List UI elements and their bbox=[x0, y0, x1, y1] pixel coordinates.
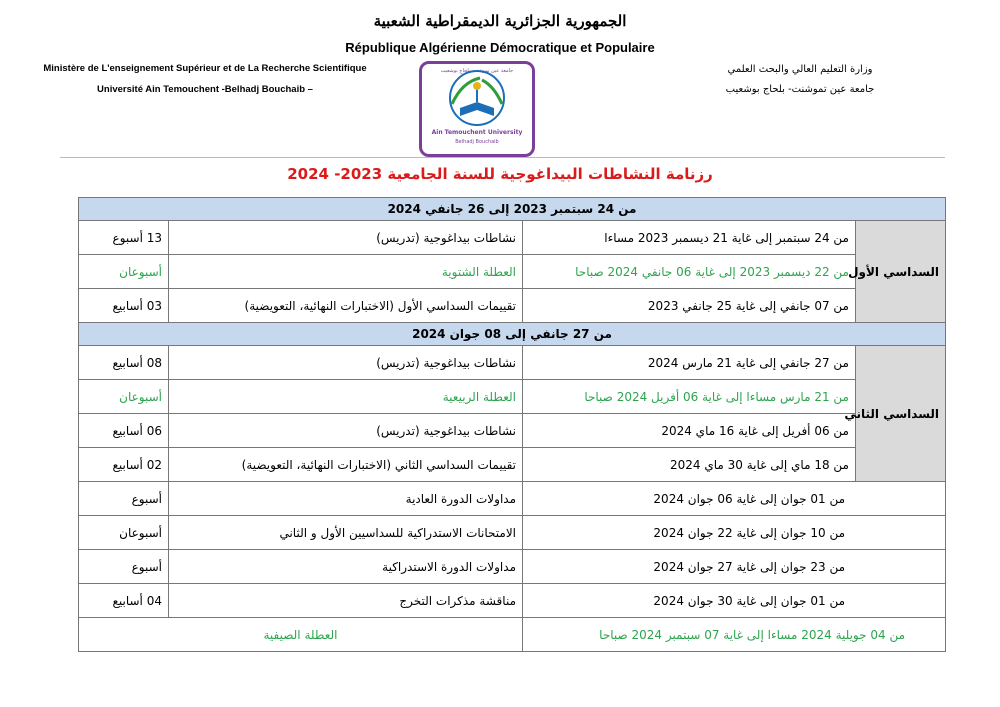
date-cell: من 23 جوان إلى غاية 27 جوان 2024 bbox=[523, 550, 946, 584]
table-row bbox=[79, 584, 946, 618]
header-ministry-fr: Ministère de L'enseignement Supérieur et de La Recherche Scientifique bbox=[43, 63, 367, 74]
table-row bbox=[79, 516, 946, 550]
logo-english-text: Ain Temouchent University bbox=[431, 129, 523, 136]
date-cell: من 21 مارس مساءا إلى غاية 06 أفريل 2024 صباحا bbox=[523, 380, 856, 414]
activity-cell: نشاطات بيداغوجية (تدريس) bbox=[169, 346, 523, 380]
header-university-fr: Université Ain Temouchent -Belhadj Bouchaib – bbox=[97, 84, 313, 95]
logo-subtext: Belhadj Bouchaib bbox=[455, 139, 499, 145]
date-cell: من 10 جوان إلى غاية 22 جوان 2024 bbox=[523, 516, 946, 550]
date-cell: من 01 جوان إلى غاية 30 جوان 2024 bbox=[523, 584, 946, 618]
university-logo bbox=[419, 61, 535, 157]
duration-cell: 08 أسابيع bbox=[79, 346, 169, 380]
activity-cell: العطلة الشتوية bbox=[169, 255, 523, 289]
duration-cell: أسبوع bbox=[79, 550, 169, 584]
header-french-republic: République Algérienne Démocratique et Populaire bbox=[345, 40, 655, 55]
activity-cell: تقييمات السداسي الأول (الاختبارات النهائية، التعويضية) bbox=[169, 289, 523, 323]
duration-cell: أسبوعان bbox=[79, 255, 169, 289]
table-row bbox=[79, 221, 946, 255]
duration-cell: 13 أسبوع bbox=[79, 221, 169, 255]
activity-cell: مناقشة مذكرات التخرج bbox=[169, 584, 523, 618]
semester1-label: السداسي الأول bbox=[856, 221, 946, 323]
header-arabic-republic: الجمهورية الجزائرية الديمقراطية الشعبية bbox=[373, 12, 627, 30]
date-cell: من 22 ديسمبر 2023 إلى غاية 06 جانفي 2024 صباحا bbox=[523, 255, 856, 289]
activity-cell: مداولات الدورة الاستدراكية bbox=[169, 550, 523, 584]
duration-cell: أسبوعان bbox=[79, 516, 169, 550]
activity-cell: الامتحانات الاستدراكية للسداسيين الأول و الثاني bbox=[169, 516, 523, 550]
date-cell: من 27 جانفي إلى غاية 21 مارس 2024 bbox=[523, 346, 856, 380]
duration-cell: 04 أسابيع bbox=[79, 584, 169, 618]
table-row bbox=[79, 414, 946, 448]
duration-cell: 03 أسابيع bbox=[79, 289, 169, 323]
semester1-band: من 24 سبتمبر 2023 إلى 26 جانفي 2024 bbox=[79, 198, 946, 221]
activity-cell: مداولات الدورة العادية bbox=[169, 482, 523, 516]
table-row bbox=[79, 482, 946, 516]
table-row bbox=[79, 289, 946, 323]
calendar-table bbox=[78, 197, 946, 652]
table-row bbox=[79, 448, 946, 482]
calendar-title: رزنامة النشاطات البيداغوجية للسنة الجامعية 2023- 2024 bbox=[287, 165, 713, 183]
summer-date-cell: من 04 جويلية 2024 مساءا إلى غاية 07 سبتمبر 2024 صباحا bbox=[523, 618, 946, 652]
header-divider bbox=[60, 157, 945, 158]
semester2-label: السداسي الثاني bbox=[856, 346, 946, 482]
activity-cell: تقييمات السداسي الثاني (الاختبارات النهائية، التعويضية) bbox=[169, 448, 523, 482]
activity-cell: نشاطات بيداغوجية (تدريس) bbox=[169, 221, 523, 255]
logo-arabic-text: جامعة عين تموشنت بلحاج بوشعيب bbox=[440, 68, 514, 74]
duration-cell: 06 أسابيع bbox=[79, 414, 169, 448]
activity-cell: العطلة الربيعية bbox=[169, 380, 523, 414]
table-row bbox=[79, 550, 946, 584]
activity-cell: نشاطات بيداغوجية (تدريس) bbox=[169, 414, 523, 448]
duration-cell: أسبوع bbox=[79, 482, 169, 516]
date-cell: من 18 ماي إلى غاية 30 ماي 2024 bbox=[523, 448, 856, 482]
date-cell: من 24 سبتمبر إلى غاية 21 ديسمبر 2023 مساءا bbox=[523, 221, 856, 255]
summer-activity-cell: العطلة الصيفية bbox=[79, 618, 523, 652]
semester2-band-row bbox=[79, 323, 946, 346]
summer-row bbox=[79, 618, 946, 652]
table-row bbox=[79, 255, 946, 289]
header-university-ar: جامعة عين تموشنت- بلحاج بوشعيب bbox=[725, 84, 875, 95]
duration-cell: أسبوعان bbox=[79, 380, 169, 414]
date-cell: من 01 جوان إلى غاية 06 جوان 2024 bbox=[523, 482, 946, 516]
semester1-band-row bbox=[79, 198, 946, 221]
date-cell: من 07 جانفي إلى غاية 25 جانفي 2023 bbox=[523, 289, 856, 323]
date-cell: من 06 أفريل إلى غاية 16 ماي 2024 bbox=[523, 414, 856, 448]
duration-cell: 02 أسابيع bbox=[79, 448, 169, 482]
semester2-band: من 27 جانفي إلى 08 جوان 2024 bbox=[79, 323, 946, 346]
table-row bbox=[79, 380, 946, 414]
header-ministry-ar: وزارة التعليم العالي والبحث العلمي bbox=[727, 64, 873, 75]
university-emblem-icon bbox=[422, 64, 532, 154]
table-row bbox=[79, 346, 946, 380]
